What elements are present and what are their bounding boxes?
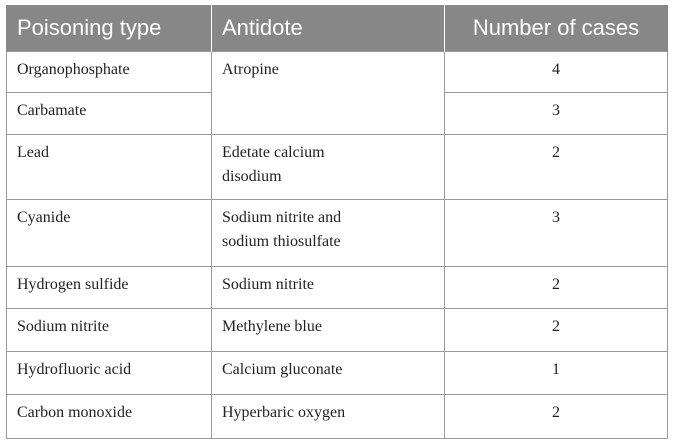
header-poisoning-type: Poisoning type (7, 5, 212, 52)
antidote-line: disodium (222, 168, 282, 185)
cell-antidote (212, 135, 445, 200)
cell-cases: 2 (445, 395, 668, 439)
table-row (7, 352, 668, 395)
cell-poisoning-type: Cyanide (7, 200, 212, 267)
table-row (7, 135, 668, 200)
poisoning-antidote-table (6, 5, 668, 439)
cell-poisoning-type: Carbamate (7, 93, 212, 135)
cell-cases: 1 (445, 352, 668, 395)
cell-poisoning-type: Hydrofluoric acid (7, 352, 212, 395)
table-header (7, 5, 668, 52)
antidote-line: Edetate calcium (222, 144, 325, 161)
table-row (7, 267, 668, 309)
cell-antidote: Hyperbaric oxygen (212, 395, 445, 439)
cell-cases: 2 (445, 267, 668, 309)
antidote-line: Sodium nitrite and (222, 209, 342, 226)
cell-poisoning-type: Organophosphate (7, 52, 212, 93)
cell-antidote: Calcium gluconate (212, 352, 445, 395)
cell-poisoning-type: Hydrogen sulfide (7, 267, 212, 309)
cell-antidote (212, 200, 445, 267)
cell-antidote: Atropine (212, 52, 445, 135)
cell-cases: 3 (445, 200, 668, 267)
cell-poisoning-type: Carbon monoxide (7, 395, 212, 439)
cell-antidote: Sodium nitrite (212, 267, 445, 309)
header-row (7, 5, 668, 52)
poisoning-table-container (6, 5, 667, 439)
cell-cases: 2 (445, 309, 668, 352)
cell-poisoning-type: Lead (7, 135, 212, 200)
table-row (7, 52, 668, 93)
table-row (7, 395, 668, 439)
cell-poisoning-type: Sodium nitrite (7, 309, 212, 352)
table-row (7, 309, 668, 352)
cell-cases: 4 (445, 52, 668, 93)
header-antidote: Antidote (212, 5, 445, 52)
header-number-of-cases: Number of cases (445, 5, 668, 52)
table-body (7, 52, 668, 439)
cell-antidote: Methylene blue (212, 309, 445, 352)
cell-cases: 3 (445, 93, 668, 135)
table-row (7, 200, 668, 267)
antidote-line: sodium thiosulfate (222, 233, 341, 250)
cell-cases: 2 (445, 135, 668, 200)
